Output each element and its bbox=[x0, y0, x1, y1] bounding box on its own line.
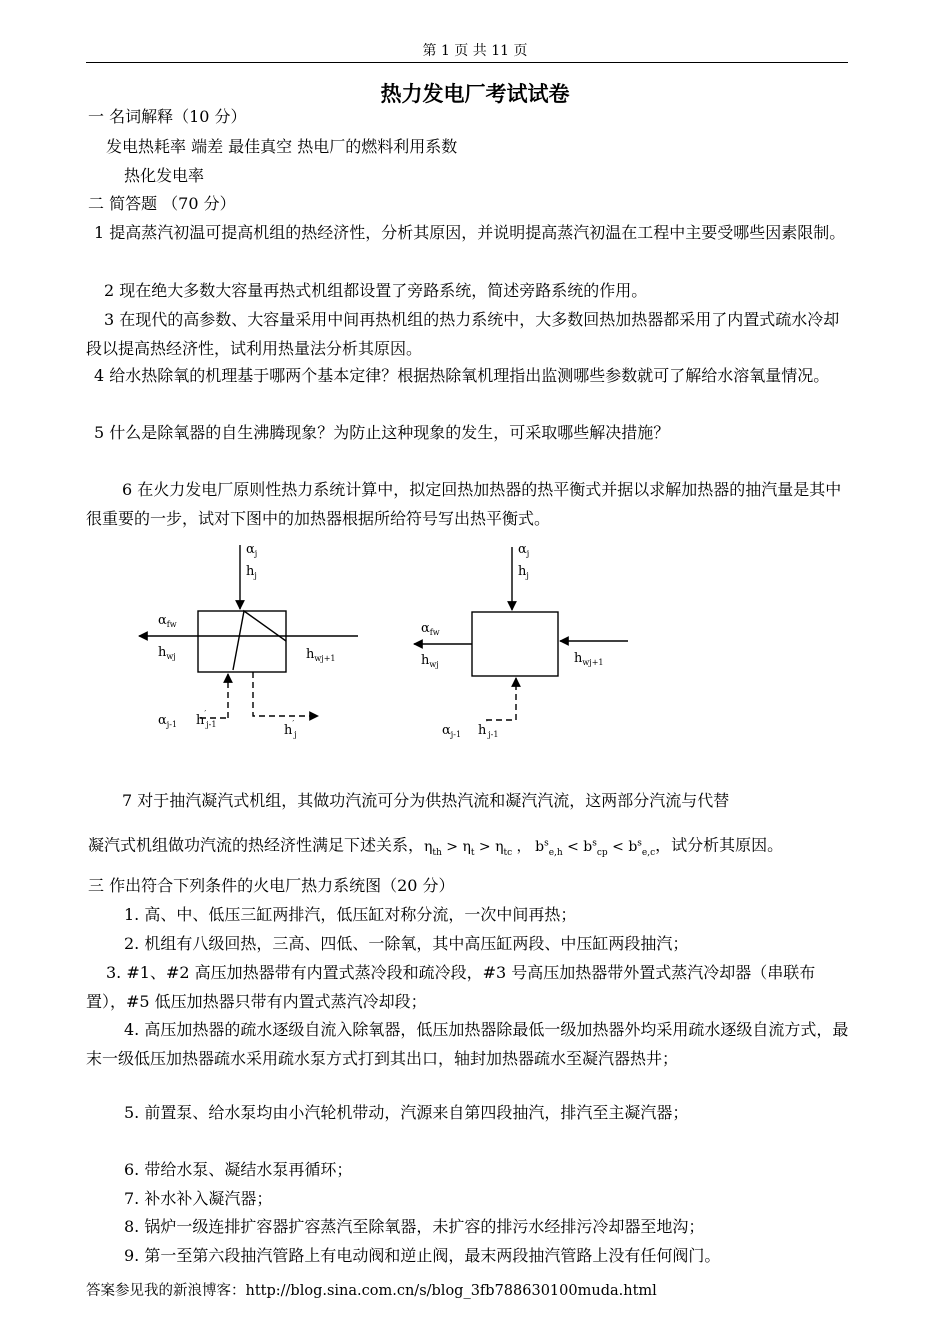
svg-text:hwj+1: $h_{wj+1}$ bbox=[574, 651, 604, 667]
svg-text:αj: $\alpha_j$ bbox=[246, 542, 258, 558]
svg-text:h′j: $h'_j$ bbox=[284, 719, 297, 739]
exam-title: 热力发电厂考试试卷 bbox=[380, 82, 570, 106]
efficiency-relation: $\eta_{th} > \eta_t > \eta_{tc}$ ， $b^s_{e,h} < b^s_{cp} < b^s_{e,c}$ bbox=[424, 838, 656, 858]
condition-3: 3. #1、#2 高压加热器带有内置式蒸冷段和疏冷段，#3 号高压加热器带外置式蒸汽冷却器（串联布置），#5 低压加热器只带有内置式蒸汽冷却段； bbox=[86, 963, 816, 1011]
svg-text:αj: $\alpha_j$ bbox=[518, 542, 530, 558]
section3-heading: 三 作出符合下列条件的火电厂热力系统图（20 分） bbox=[88, 876, 455, 895]
question-6: 6 在火力发电厂原则性热力系统计算中，拟定回热加热器的热平衡式并据以求解加热器的抽汽量是其中很重要的一步，试对下图中的加热器根据所给符号写出热平衡式。 bbox=[86, 480, 842, 528]
svg-text:hwj: $h_{wj}$ bbox=[421, 653, 439, 669]
svg-text:hwj: $h_{wj}$ bbox=[158, 645, 176, 661]
question-3: 3 在现代的高参数、大容量采用中间再热机组的热力系统中，大多数回热加热器都采用了内置式疏水冷却段以提高热经济性，试利用热量法分析其原因。 bbox=[86, 310, 840, 358]
condition-4: 4. 高压加热器的疏水逐级自流入除氧器，低压加热器除最低一级加热器外均采用疏水逐级自流方式，最末一级低压加热器疏水采用疏水泵方式打到其出口，轴封加热器疏水至凝汽器热井； bbox=[86, 1020, 849, 1068]
svg-text:αj-1: $\alpha_{j-1}$ bbox=[158, 713, 178, 729]
svg-text:αfw: $\alpha_{fw}$ bbox=[158, 613, 177, 629]
condition-7: 7. 补水补入凝汽器； bbox=[124, 1189, 273, 1208]
condition-2: 2. 机组有八级回热，三高、四低、一除氧，其中高压缸两段、中压缸两段抽汽； bbox=[124, 934, 689, 953]
svg-text:h′j-1: $h'_{j-1}$ bbox=[478, 719, 499, 739]
question-7-line2: 凝汽式机组做功汽流的热经济性满足下述关系，$\eta_{th} > \eta_t > \eta_{tc}$ ， $b^s_{e,h} < b^s_{cp} < b^s_{e,c}$，试分析其原因。 bbox=[88, 835, 784, 858]
condition-9: 9. 第一至第六段抽汽管路上有电动阀和逆止阀，最末两段抽汽管路上没有任何阀门。 bbox=[124, 1246, 721, 1265]
header-rule bbox=[86, 62, 848, 63]
condition-6: 6. 带给水泵、凝结水泵再循环； bbox=[124, 1160, 353, 1179]
question-2: 2 现在绝大多数大容量再热式机组都设置了旁路系统，简述旁路系统的作用。 bbox=[104, 281, 648, 300]
svg-text:αj-1: $\alpha_{j-1}$ bbox=[442, 723, 462, 739]
section2-heading: 二 简答题 （70 分） bbox=[88, 194, 236, 213]
question-5: 5 什么是除氧器的自生沸腾现象？为防止这种现象的发生，可采取哪些解决措施？ bbox=[94, 423, 670, 442]
question-7-line1: 7 对于抽汽凝汽式机组，其做功汽流可分为供热汽流和凝汽汽流，这两部分汽流与代替 bbox=[122, 791, 730, 810]
question-1: 1 提高蒸汽初温可提高机组的热经济性，分析其原因，并说明提高蒸汽初温在工程中主要受哪些因素限制。 bbox=[94, 223, 846, 242]
svg-text:αfw: $\alpha_{fw}$ bbox=[421, 621, 440, 637]
question-4: 4 给水热除氧的机理基于哪两个基本定律？根据热除氧机理指出监测哪些参数就可了解给水溶氧量情况。 bbox=[94, 366, 830, 385]
svg-text:h′j-1: $h'_{j-1}$ bbox=[196, 709, 217, 729]
svg-text:hj: $h_j$ bbox=[246, 564, 257, 580]
section1-terms-line2: 热化发电率 bbox=[124, 166, 205, 185]
section1-heading: 一 名词解释（10 分） bbox=[88, 107, 247, 126]
condition-8: 8. 锅炉一级连排扩容器扩容蒸汽至除氧器，未扩容的排污水经排污冷却器至地沟； bbox=[124, 1217, 705, 1236]
condition-1: 1. 高、中、低压三缸两排汽，低压缸对称分流，一次中间再热； bbox=[124, 905, 577, 924]
svg-text:hj: $h_j$ bbox=[518, 564, 529, 580]
mixing-heater-body bbox=[472, 612, 558, 676]
condition-5: 5. 前置泵、给水泵均由小汽轮机带动，汽源来自第四段抽汽，排汽至主凝汽器； bbox=[124, 1103, 689, 1122]
svg-text:hwj+1: $h_{wj+1}$ bbox=[306, 647, 336, 663]
heater-diagrams bbox=[0, 530, 950, 760]
footer-blog-link[interactable]: 答案参见我的新浪博客：http://blog.sina.com.cn/s/blog_3fb788630100muda.html bbox=[86, 1283, 657, 1299]
page-header: 第 1 页 共 11 页 bbox=[422, 43, 528, 59]
section1-terms-line1: 发电热耗率 端差 最佳真空 热电厂的燃料利用系数 bbox=[106, 137, 458, 156]
